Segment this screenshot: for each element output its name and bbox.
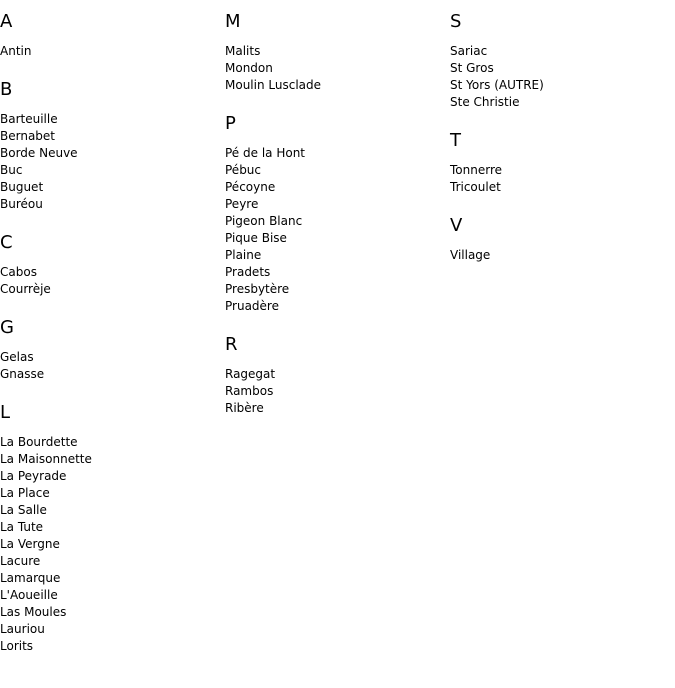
place-link[interactable]: Rambos <box>225 384 274 398</box>
place-link[interactable]: Ribère <box>225 401 264 415</box>
place-link[interactable]: La Salle <box>0 503 47 517</box>
place-link[interactable]: Sariac <box>450 44 488 58</box>
place-link[interactable]: L'Aoueille <box>0 588 58 602</box>
place-link[interactable]: Presbytère <box>225 282 290 296</box>
place-link[interactable]: Courrèje <box>0 282 51 296</box>
place-list <box>450 247 670 264</box>
place-link[interactable]: Gnasse <box>0 367 45 381</box>
place-link[interactable]: Plaine <box>225 248 262 262</box>
letter-group <box>0 401 220 655</box>
place-link[interactable]: Pique Bise <box>225 231 287 245</box>
place-link[interactable]: Pruadère <box>225 299 279 313</box>
place-list <box>0 434 220 655</box>
letter-group <box>0 231 220 298</box>
place-link[interactable]: La Bourdette <box>0 435 78 449</box>
section-letter-heading: A <box>0 11 13 32</box>
letter-group <box>225 10 445 94</box>
place-list <box>225 145 445 315</box>
letter-group <box>450 129 670 196</box>
section-letter-heading: S <box>450 11 462 32</box>
place-link[interactable]: Buc <box>0 163 23 177</box>
place-link[interactable]: Bernabet <box>0 129 56 143</box>
place-link[interactable]: Antin <box>0 44 32 58</box>
place-link[interactable]: La Vergne <box>0 537 60 551</box>
place-list <box>0 111 220 213</box>
place-link[interactable]: Tricoulet <box>450 180 501 194</box>
section-letter-heading: R <box>225 334 238 355</box>
place-link[interactable]: Buguet <box>0 180 44 194</box>
place-link[interactable]: Lauriou <box>0 622 45 636</box>
place-link[interactable]: Moulin Lusclade <box>225 78 322 92</box>
place-link[interactable]: La Peyrade <box>0 469 67 483</box>
place-link[interactable]: Buréou <box>0 197 43 211</box>
place-list <box>450 162 670 196</box>
place-link[interactable]: Pradets <box>225 265 271 279</box>
place-link[interactable]: Las Moules <box>0 605 67 619</box>
letter-group <box>0 10 220 60</box>
section-letter-heading: T <box>450 130 461 151</box>
place-link[interactable]: Barteuille <box>0 112 58 126</box>
index-column <box>450 10 670 282</box>
letter-group <box>450 10 670 111</box>
place-link[interactable]: Borde Neuve <box>0 146 78 160</box>
section-letter-heading: V <box>450 215 463 236</box>
index-column <box>225 10 445 435</box>
place-link[interactable]: Lorits <box>0 639 34 653</box>
place-link[interactable]: Ragegat <box>225 367 276 381</box>
place-link[interactable]: Pébuc <box>225 163 262 177</box>
letter-group <box>0 316 220 383</box>
place-link[interactable]: La Tute <box>0 520 44 534</box>
letter-group <box>225 333 445 417</box>
place-link[interactable]: Mondon <box>225 61 273 75</box>
place-link[interactable]: St Yors (AUTRE) <box>450 78 544 92</box>
place-link[interactable]: La Place <box>0 486 50 500</box>
place-link[interactable]: St Gros <box>450 61 494 75</box>
place-link[interactable]: Pigeon Blanc <box>225 214 303 228</box>
place-link[interactable]: Tonnerre <box>450 163 503 177</box>
place-link[interactable]: La Maisonnette <box>0 452 92 466</box>
place-link[interactable]: Lacure <box>0 554 41 568</box>
place-link[interactable]: Village <box>450 248 491 262</box>
place-link[interactable]: Pé de la Hont <box>225 146 305 160</box>
place-list <box>225 43 445 94</box>
place-list <box>0 43 220 60</box>
place-link[interactable]: Pécoyne <box>225 180 276 194</box>
section-letter-heading: M <box>225 11 241 32</box>
section-letter-heading: P <box>225 113 236 134</box>
place-list <box>0 349 220 383</box>
section-letter-heading: G <box>0 317 14 338</box>
place-link[interactable]: Lamarque <box>0 571 61 585</box>
place-link[interactable]: Malits <box>225 44 261 58</box>
place-list <box>450 43 670 111</box>
letter-group <box>225 112 445 315</box>
letter-group <box>450 214 670 264</box>
letter-group <box>0 78 220 213</box>
place-link[interactable]: Peyre <box>225 197 259 211</box>
place-link[interactable]: Gelas <box>0 350 34 364</box>
place-link[interactable]: Cabos <box>0 265 37 279</box>
section-letter-heading: C <box>0 232 13 253</box>
place-link[interactable]: Ste Christie <box>450 95 520 109</box>
place-list <box>225 366 445 417</box>
section-letter-heading: L <box>0 402 11 423</box>
place-list <box>0 264 220 298</box>
index-column <box>0 10 220 673</box>
section-letter-heading: B <box>0 79 13 100</box>
